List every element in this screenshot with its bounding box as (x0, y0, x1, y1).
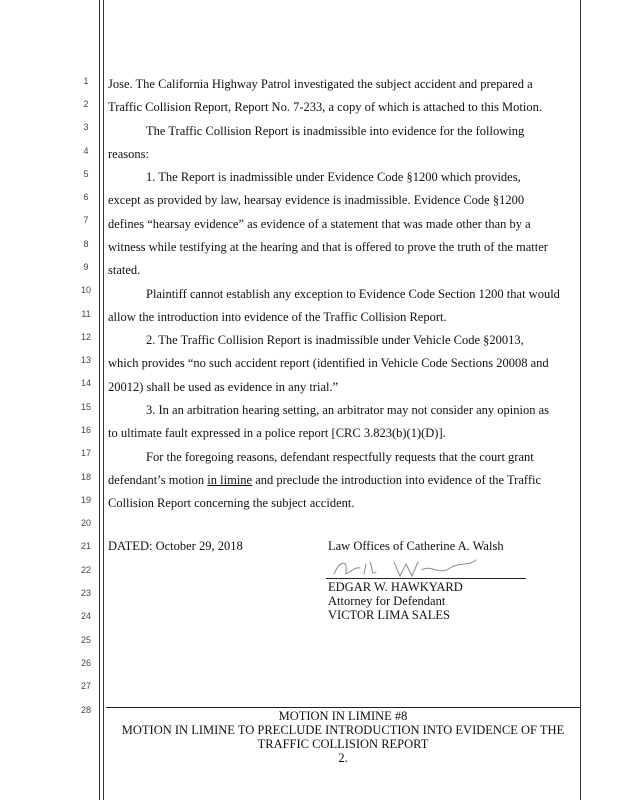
body-line: reasons: (108, 147, 149, 161)
right-margin-rule (580, 0, 581, 800)
body-line: stated. (108, 263, 141, 277)
body-line: Plaintiff cannot establish any exception to Evidence Code Section 1200 that would (146, 287, 560, 301)
body-line: 3. In an arbitration hearing setting, an arbitrator may not consider any opinion as (146, 403, 550, 417)
line-number: 3 (83, 122, 89, 132)
in-limine-underlined: in limine (207, 473, 253, 487)
line-number: 19 (80, 495, 91, 505)
body-line: defines “hearsay evidence” as evidence of a statement that was made other than by a (108, 217, 531, 231)
line-number: 6 (83, 192, 89, 202)
left-margin-rule-inner (103, 0, 104, 800)
footer-motion-number: MOTION IN LIMINE #8 (278, 709, 408, 723)
body-line: For the foregoing reasons, defendant respectfully requests that the court grant (146, 450, 534, 464)
line-number: 23 (80, 588, 91, 598)
dated-line: DATED: October 29, 2018 (108, 539, 243, 553)
line-number: 24 (80, 611, 91, 621)
line-number: 22 (80, 565, 91, 575)
line-number: 2 (83, 99, 89, 109)
line-number: 13 (80, 355, 91, 365)
line-number: 21 (80, 541, 91, 551)
body-line: 1. The Report is inadmissible under Evidence Code §1200 which provides, (146, 170, 521, 184)
line-number: 26 (80, 658, 91, 668)
client-name: VICTOR LIMA SALES (328, 608, 451, 622)
signature-line (326, 578, 526, 579)
body-text: and preclude the introduction into evidence of the Traffic (255, 473, 542, 487)
body-line: 2. The Traffic Collision Report is inadmissible under Vehicle Code §20013, (146, 333, 524, 347)
line-number: 4 (83, 146, 89, 156)
firm-name: Law Offices of Catherine A. Walsh (328, 539, 504, 553)
footer-title-line1: MOTION IN LIMINE TO PRECLUDE INTRODUCTION INTO EVIDENCE OF THE (121, 723, 565, 737)
body-line (108, 473, 578, 487)
body-line: to ultimate fault expressed in a police report [CRC 3.823(b)(1)(D)]. (108, 426, 446, 440)
body-line: Collision Report concerning the subject accident. (108, 496, 355, 510)
line-number: 16 (80, 425, 91, 435)
body-line: except as provided by law, hearsay evidence is inadmissible. Evidence Code §1200 (108, 193, 525, 207)
handwritten-signature (330, 554, 480, 580)
line-number: 10 (80, 285, 91, 295)
body-line: The Traffic Collision Report is inadmissible into evidence for the following (146, 124, 525, 138)
body-line: witness while testifying at the hearing and that is offered to prove the truth of the matter (108, 240, 548, 254)
body-line: allow the introduction into evidence of the Traffic Collision Report. (108, 310, 447, 324)
line-number: 25 (80, 635, 91, 645)
body-line: which provides “no such accident report (identified in Vehicle Code Sections 20008 and (108, 356, 549, 370)
page-number: 2. (338, 751, 348, 765)
line-number: 15 (80, 402, 91, 412)
line-number: 18 (80, 472, 91, 482)
line-number: 17 (80, 448, 91, 458)
footer-title-line2: TRAFFIC COLLISION REPORT (257, 737, 429, 751)
line-number: 14 (80, 378, 91, 388)
line-number: 12 (80, 332, 91, 342)
line-number: 11 (81, 309, 91, 319)
body-text: defendant’s motion (108, 473, 205, 487)
left-margin-rule (99, 0, 100, 800)
line-number: 28 (80, 705, 91, 715)
body-line: 20012) shall be used as evidence in any trial.” (108, 380, 339, 394)
line-number: 8 (83, 239, 89, 249)
signer-name: EDGAR W. HAWKYARD (328, 580, 463, 594)
line-number: 1 (83, 76, 89, 86)
line-number: 9 (83, 262, 89, 272)
signer-title: Attorney for Defendant (328, 594, 446, 608)
line-number: 27 (80, 681, 91, 691)
footer-divider (106, 707, 580, 708)
line-number: 20 (80, 518, 91, 528)
body-line: Traffic Collision Report, Report No. 7-233, a copy of which is attached to this Motion. (108, 100, 542, 114)
body-line: Jose. The California Highway Patrol investigated the subject accident and prepared a (108, 77, 533, 91)
line-number: 7 (83, 215, 89, 225)
line-number: 5 (83, 169, 89, 179)
